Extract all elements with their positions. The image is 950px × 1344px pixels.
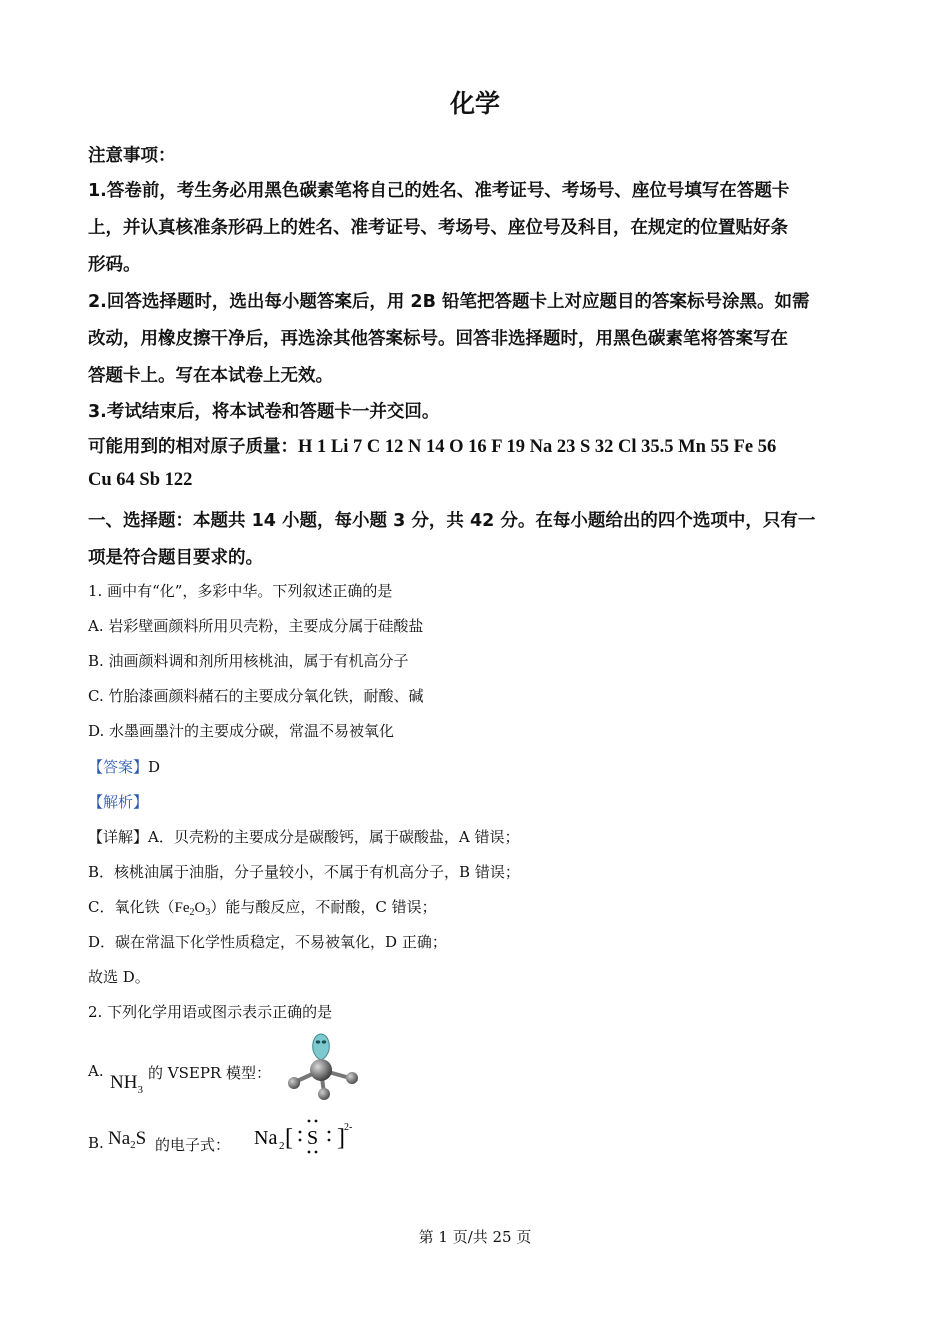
q1-answer — [88, 756, 160, 777]
notice-line: 3.考试结束后，将本试卷和答题卡一并交回。 — [88, 402, 440, 422]
formula-sub: 2 — [130, 1139, 136, 1151]
q1-conclusion: 故选 D。 — [88, 968, 150, 986]
q2-option-b-prefix: B. — [88, 1134, 104, 1152]
hydrogen-atom — [288, 1077, 300, 1089]
notice-line: 上，并认真核准条形码上的姓名、准考证号、考场号、座位号及科目，在规定的位置贴好条 — [88, 218, 788, 238]
q1-option-d: D. 水墨画墨汁的主要成分碳，常温不易被氧化 — [88, 722, 395, 740]
na2s-formula — [108, 1128, 146, 1151]
formula-sub: 2 — [189, 907, 195, 918]
charge-label: 2- — [344, 1122, 353, 1133]
q1-detail-b: B．核桃油属于油脂，分子量较小，不属于有机高分子，B 错误； — [88, 863, 520, 881]
detail-tag: 【详解】 — [88, 828, 149, 846]
question-2-stem: 2. 下列化学用语或图示表示正确的是 — [88, 1003, 333, 1021]
vsepr-label: 的 VSEPR 模型： — [148, 1064, 271, 1082]
formula-o: O — [194, 900, 206, 916]
bracket-right: ] — [337, 1125, 345, 1151]
formula-nh: NH — [110, 1072, 138, 1093]
notice-heading: 注意事项： — [88, 146, 176, 166]
nitrogen-atom — [310, 1059, 332, 1081]
notice-line: 1.答卷前，考生务必用黑色碳素笔将自己的姓名、准考证号、考场号、座位号填写在答题卡 — [88, 181, 790, 201]
vsepr-model-image — [282, 1030, 362, 1100]
formula-na: Na — [108, 1128, 131, 1149]
notice-line: 改动，用橡皮擦干净后，再选涂其他答案标号。回答非选择题时，用黑色碳素笔将答案写在 — [88, 329, 788, 349]
analysis-tag: 【解析】 — [88, 793, 149, 811]
question-1-stem: 1. 画中有“化”，多彩中华。下列叙述正确的是 — [88, 582, 393, 600]
atomic-mass-values: H 1 Li 7 C 12 N 14 O 16 F 19 Na 23 S 32 Cl 35.5 Mn 55 Fe 56 — [298, 437, 777, 457]
formula-fe: Fe — [174, 900, 190, 916]
fe2o3-formula — [174, 900, 210, 916]
electron-formula-label: 的电子式： — [155, 1136, 231, 1154]
nh3-formula — [110, 1072, 143, 1096]
lone-pair-dot — [316, 1040, 320, 1043]
q1-option-b: B. 油画颜料调和剂所用核桃油，属于有机高分子 — [88, 652, 409, 670]
lone-pair-dot — [322, 1040, 326, 1043]
q1-option-a: A. 岩彩壁画颜料所用贝壳粉，主要成分属于硅酸盐 — [88, 617, 424, 635]
electron-na: Na — [254, 1127, 278, 1149]
page-title: 化学 — [449, 89, 500, 118]
answer-value: D — [148, 758, 161, 776]
formula-sub: 3 — [205, 907, 211, 918]
electron-s: S — [307, 1127, 319, 1149]
q1-option-c: C. 竹胎漆画颜料赭石的主要成分氧化铁，耐酸、碱 — [88, 687, 424, 705]
answer-tag: 【答案】 — [88, 758, 149, 776]
hydrogen-atom — [346, 1072, 358, 1084]
lone-pair-lobe — [313, 1034, 330, 1060]
q1-detail-a — [88, 826, 519, 847]
q1-detail-d: D．碳在常温下化学性质稳定，不易被氧化，D 正确； — [88, 933, 447, 951]
atomic-mass-line — [88, 433, 776, 458]
formula-s: S — [135, 1128, 147, 1149]
formula-sub: 3 — [137, 1084, 143, 1096]
notice-line: 2.回答选择题时，选出每小题答案后，用 2B 铅笔把答题卡上对应题目的答案标号涂黑。如需 — [88, 292, 810, 312]
page-footer: 第 1 页/共 25 页 — [418, 1228, 532, 1246]
q2-option-a-prefix: A. — [88, 1062, 104, 1080]
section-heading-cont: 项是符合题目要求的。 — [88, 548, 263, 568]
section-heading: 一、选择题：本题共 14 小题，每小题 3 分，共 42 分。在每小题给出的四个选项中，只有一 — [88, 511, 816, 531]
electron-dot-formula — [252, 1116, 362, 1160]
detail-text: A．贝壳粉的主要成分是碳酸钙，属于碳酸盐，A 错误； — [148, 828, 520, 846]
atomic-mass-label: 可能用到的相对原子质量： — [88, 437, 298, 457]
bracket-left: [ — [285, 1125, 293, 1151]
detail-text: C．氧化铁（ — [88, 898, 175, 916]
atomic-mass-values-cont: Cu 64 Sb 122 — [88, 470, 193, 490]
electron-na-sub: 2 — [279, 1140, 285, 1152]
detail-text: ）能与酸反应，不耐酸，C 错误； — [210, 898, 437, 916]
hydrogen-atom — [318, 1088, 330, 1100]
notice-line: 答题卡上。写在本试卷上无效。 — [88, 366, 333, 386]
q1-detail-c — [88, 896, 437, 918]
notice-line: 形码。 — [88, 255, 141, 275]
